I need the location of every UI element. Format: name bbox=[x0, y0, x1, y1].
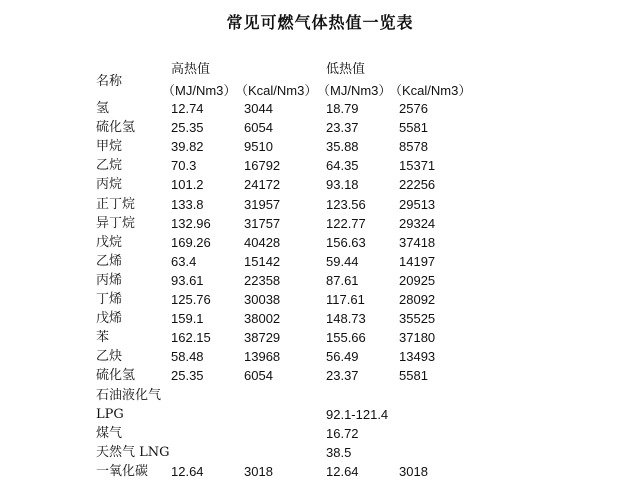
table-row bbox=[96, 119, 516, 137]
high-heat-kcal: 13968 bbox=[244, 349, 281, 365]
high-heat-mj: 133.8 bbox=[171, 196, 204, 212]
column-header-low: 低热值 bbox=[326, 62, 366, 77]
low-heat-mj: 64.35 bbox=[326, 158, 359, 174]
high-heat-mj: 162.15 bbox=[171, 330, 211, 346]
low-heat-kcal: 37180 bbox=[399, 330, 436, 346]
low-heat-kcal: 35525 bbox=[399, 311, 436, 327]
low-heat-mj: 38.5 bbox=[326, 444, 352, 460]
gas-name: 戊烯 bbox=[96, 311, 123, 327]
table-row bbox=[96, 272, 516, 290]
high-heat-mj: 132.96 bbox=[171, 215, 211, 231]
gas-name: 氢 bbox=[96, 101, 110, 116]
low-heat-kcal: 20925 bbox=[399, 272, 436, 288]
table-row bbox=[96, 444, 516, 462]
gas-name: 乙烯 bbox=[96, 253, 123, 269]
low-heat-kcal: 22256 bbox=[399, 177, 436, 193]
high-heat-mj: 93.61 bbox=[171, 272, 204, 288]
low-heat-kcal: 14197 bbox=[399, 253, 436, 269]
low-heat-kcal: 3018 bbox=[399, 463, 428, 479]
column-header-name: 名称 bbox=[96, 74, 123, 89]
high-heat-kcal: 9510 bbox=[244, 139, 273, 155]
gas-name: 丙烯 bbox=[96, 272, 123, 288]
low-heat-kcal: 5581 bbox=[399, 368, 428, 384]
low-heat-mj: 16.72 bbox=[326, 425, 359, 441]
gas-name: 天然气 LNG bbox=[96, 444, 170, 460]
gas-name: 乙炔 bbox=[96, 349, 123, 365]
unit-header-low-mj: （MJ/Nm3） bbox=[317, 83, 392, 98]
high-heat-mj: 25.35 bbox=[171, 368, 204, 384]
table-row bbox=[96, 138, 516, 156]
high-heat-mj: 39.82 bbox=[171, 139, 204, 155]
low-heat-mj: 23.37 bbox=[326, 368, 359, 384]
low-heat-mj: 156.63 bbox=[326, 234, 366, 250]
high-heat-kcal: 38002 bbox=[244, 311, 281, 327]
table-row bbox=[96, 463, 516, 481]
gas-name: 硫化氢 bbox=[96, 368, 136, 384]
table-row bbox=[96, 253, 516, 271]
low-heat-kcal: 2576 bbox=[399, 101, 428, 116]
high-heat-kcal: 3044 bbox=[244, 101, 273, 116]
gas-name: 一氧化碳 bbox=[96, 463, 149, 479]
high-heat-kcal: 6054 bbox=[244, 368, 273, 384]
unit-header-low-kcal: （Kcal/Nm3） bbox=[389, 83, 472, 98]
gas-name: 乙烷 bbox=[96, 158, 123, 174]
high-heat-mj: 169.26 bbox=[171, 234, 211, 250]
low-heat-mj: 59.44 bbox=[326, 253, 359, 269]
table-row bbox=[96, 406, 516, 424]
low-heat-kcal: 28092 bbox=[399, 292, 436, 307]
high-heat-kcal: 24172 bbox=[244, 177, 281, 193]
high-heat-kcal: 16792 bbox=[244, 158, 281, 174]
gas-name: 丙烷 bbox=[96, 177, 123, 193]
low-heat-mj: 148.73 bbox=[326, 311, 366, 327]
table-row bbox=[96, 100, 516, 118]
low-heat-mj: 117.61 bbox=[326, 292, 365, 307]
high-heat-mj: 63.4 bbox=[171, 253, 197, 269]
table-row bbox=[96, 157, 516, 175]
gas-name: 丁烯 bbox=[96, 292, 123, 307]
low-heat-mj: 56.49 bbox=[326, 349, 359, 365]
gas-name: 异丁烷 bbox=[96, 215, 136, 231]
high-heat-kcal: 31957 bbox=[244, 196, 281, 212]
high-heat-mj: 70.3 bbox=[171, 158, 197, 174]
low-heat-kcal: 13493 bbox=[399, 349, 436, 365]
table-row bbox=[96, 310, 516, 328]
high-heat-kcal: 22358 bbox=[244, 272, 281, 288]
table-row bbox=[96, 348, 516, 366]
table-row bbox=[96, 367, 516, 385]
low-heat-mj: 87.61 bbox=[326, 272, 359, 288]
high-heat-mj: 159.1 bbox=[171, 311, 204, 327]
low-heat-mj: 18.79 bbox=[326, 101, 359, 116]
table-row bbox=[96, 387, 516, 405]
page-title: 常见可燃气体热值一览表 bbox=[226, 13, 414, 32]
gas-name: 正丁烷 bbox=[96, 196, 136, 212]
gas-name: 甲烷 bbox=[96, 139, 123, 155]
low-heat-kcal: 8578 bbox=[399, 139, 428, 155]
high-heat-kcal: 40428 bbox=[244, 234, 281, 250]
low-heat-mj: 122.77 bbox=[326, 215, 366, 231]
gas-name: LPG bbox=[96, 406, 124, 422]
low-heat-mj: 155.66 bbox=[326, 330, 366, 346]
low-heat-kcal: 15371 bbox=[399, 158, 436, 174]
low-heat-kcal: 29513 bbox=[399, 196, 436, 212]
high-heat-mj: 125.76 bbox=[171, 292, 211, 307]
high-heat-mj: 12.64 bbox=[171, 463, 204, 479]
table-row bbox=[96, 215, 516, 233]
gas-name: 硫化氢 bbox=[96, 120, 136, 136]
low-heat-kcal: 29324 bbox=[399, 215, 436, 231]
gas-name: 戊烷 bbox=[96, 234, 123, 250]
table-row bbox=[96, 234, 516, 252]
table-row bbox=[96, 425, 516, 443]
unit-header-high-mj: （MJ/Nm3） bbox=[162, 83, 237, 98]
high-heat-kcal: 15142 bbox=[244, 253, 281, 269]
gas-name: 煤气 bbox=[96, 425, 123, 441]
table-row bbox=[96, 176, 516, 194]
high-heat-kcal: 30038 bbox=[244, 292, 281, 307]
gas-name: 石油液化气 bbox=[96, 387, 162, 403]
low-heat-mj: 12.64 bbox=[326, 463, 359, 479]
table-row bbox=[96, 291, 516, 309]
high-heat-kcal: 3018 bbox=[244, 463, 273, 479]
low-heat-mj: 92.1-121.4 bbox=[326, 406, 389, 422]
high-heat-kcal: 31757 bbox=[244, 215, 281, 231]
high-heat-mj: 101.2 bbox=[171, 177, 204, 193]
unit-header-high-kcal: （Kcal/Nm3） bbox=[235, 83, 318, 98]
table-row bbox=[96, 329, 516, 347]
low-heat-mj: 35.88 bbox=[326, 139, 359, 155]
low-heat-mj: 123.56 bbox=[326, 196, 366, 212]
high-heat-kcal: 6054 bbox=[244, 120, 273, 136]
gas-name: 苯 bbox=[96, 330, 110, 346]
low-heat-mj: 93.18 bbox=[326, 177, 359, 193]
high-heat-mj: 12.74 bbox=[171, 101, 204, 116]
high-heat-mj: 58.48 bbox=[171, 349, 204, 365]
table-row bbox=[96, 196, 516, 214]
column-header-high: 高热值 bbox=[171, 62, 211, 77]
high-heat-mj: 25.35 bbox=[171, 120, 204, 136]
high-heat-kcal: 38729 bbox=[244, 330, 281, 346]
low-heat-kcal: 37418 bbox=[399, 234, 436, 250]
low-heat-mj: 23.37 bbox=[326, 120, 359, 136]
low-heat-kcal: 5581 bbox=[399, 120, 428, 136]
